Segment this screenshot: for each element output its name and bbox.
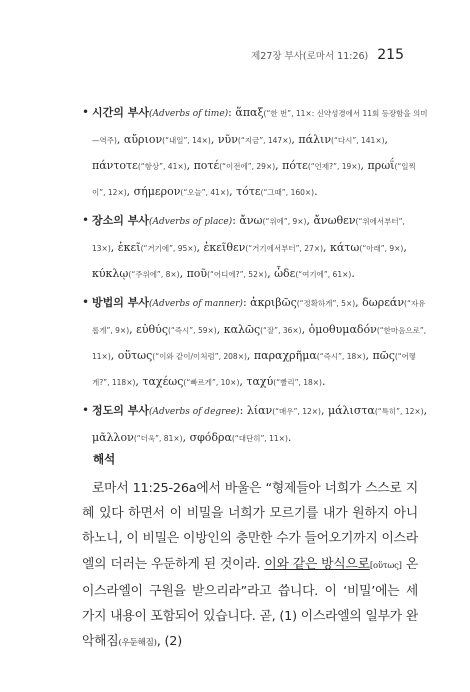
greek-adverb: πῶς (372, 349, 395, 362)
adverb-gloss: (“즉시”, 59×) (168, 326, 217, 335)
adverb-gloss: (“어디에?”, 52×) (207, 270, 268, 279)
category-term: 시간의 부사 (92, 106, 149, 119)
greek-adverb: ἄνω (239, 214, 263, 227)
greek-adverb: παραχρῆμα (253, 349, 317, 362)
category-term-english: (Adverbs of manner) (148, 299, 243, 309)
page-header (251, 47, 404, 63)
entry-separator: , (116, 133, 124, 146)
adverb-gloss: (“매우”, 12×) (272, 407, 321, 416)
greek-adverb: τότε (236, 185, 261, 198)
adverb-gloss: (“아래”, 9×) (359, 244, 404, 253)
greek-adverb: κάτω (330, 241, 360, 254)
entry-separator: , (384, 133, 389, 146)
greek-adverb: οὕτως (117, 349, 153, 362)
adverb-gloss: (“거기에”, 95×) (140, 244, 197, 253)
category-term-english: (Adverbs of degree) (148, 407, 240, 417)
inline-note: (우둔해짐) (118, 638, 157, 649)
bullet-icon: • (82, 105, 90, 119)
category-term-english: (Adverbs of place) (148, 217, 233, 227)
adverb-gloss: (“오늘”, 41×) (180, 188, 230, 197)
adverb-gloss: (“정확하게”, 5×) (296, 299, 356, 308)
entry-separator: , (301, 323, 309, 336)
adverb-gloss: (“거기에서부터”, 27×) (245, 244, 324, 253)
greek-adverb: σφόδρα (189, 431, 232, 444)
entry-separator: , (182, 431, 190, 444)
page-number: 215 (377, 47, 404, 63)
adverb-gloss: (“이와 같이/이처럼”, 208×) (152, 352, 247, 361)
adverb-category-item (82, 290, 428, 395)
greek-adverb: μάλιστα (327, 404, 375, 417)
adverb-gloss: (“잘”, 36×) (260, 326, 302, 335)
entry-separator: , (126, 185, 134, 198)
adverb-gloss: (“어떻게?”, 118×) (92, 352, 417, 387)
greek-adverb: σήμερον (133, 185, 181, 198)
adverb-gloss: (“다시”, 141×) (331, 136, 385, 145)
category-term: 장소의 부사 (92, 214, 149, 227)
greek-adverb: λίαν (246, 404, 273, 417)
category-colon: : (239, 404, 244, 417)
greek-adverb: ἀκριβῶς (250, 296, 297, 309)
entry-separator: , (267, 267, 275, 280)
category-colon: : (242, 296, 247, 309)
adverb-gloss: (“한마음으로”, 11×) (92, 326, 427, 361)
entry-separator: . (351, 267, 355, 280)
entry-separator: . (321, 375, 326, 388)
bullet-icon: • (82, 213, 90, 227)
adverb-gloss: (“지금”, 147×) (237, 136, 292, 145)
adverb-gloss: (“빨리”, 18×) (273, 378, 322, 387)
entry-separator: . (314, 185, 318, 198)
adverb-gloss: (“위에서부터”, 13×) (92, 217, 405, 253)
greek-adverb: ὧδε (274, 267, 296, 280)
greek-adverb: δωρεάν (362, 296, 405, 309)
greek-adverb: ποῦ (186, 267, 208, 280)
entry-separator: , (239, 375, 247, 388)
paragraph-text-2: 온 이스라엘이 구원을 받으리라”라고 씁니다. 이 ‘비밀’에는 세 가지 내용이 포함되어 있습니다. 곧, (1) 이스라엘의 일부가 완악해짐 (82, 556, 419, 650)
bullet-icon: • (82, 295, 90, 309)
entry-separator: , (423, 404, 428, 417)
adverb-gloss: (“더욱”, 81×) (133, 434, 183, 443)
entry-separator: , (355, 296, 363, 309)
adverb-gloss: (“빠르게”, 10×) (183, 378, 240, 387)
adverb-gloss: (“대단히”, 11×) (231, 434, 288, 443)
adverb-gloss: (“그때”, 160×) (260, 188, 315, 197)
greek-adverb: νῦν (217, 133, 238, 146)
adverb-category-item (82, 100, 428, 205)
greek-adverb: ἄνωθεν (313, 214, 356, 227)
adverb-category-item (82, 398, 428, 451)
category-colon: : (232, 214, 236, 227)
adverb-gloss: (“즉시”, 18×) (316, 352, 366, 361)
greek-adverb: πρωΐ (367, 159, 395, 172)
adverb-gloss: (“언제?”, 19×) (307, 162, 361, 171)
entry-separator: , (291, 133, 299, 146)
entry-separator: , (246, 349, 254, 362)
running-head: 제27장 부사(로마서 11:26) (251, 51, 369, 62)
entry-separator: , (275, 159, 283, 172)
entry-separator: , (129, 323, 137, 336)
greek-adverb: κύκλῳ (92, 267, 129, 280)
category-term: 정도의 부사 (92, 404, 149, 417)
greek-adverb: αὔριον (123, 133, 163, 146)
entry-separator: , (110, 241, 118, 254)
adverb-category-list (82, 100, 428, 454)
greek-adverb: ἐκεῖθεν (203, 241, 246, 254)
entry-separator: , (360, 159, 368, 172)
greek-adverb: ὁμοθυμαδόν (308, 323, 377, 336)
entry-separator: , (365, 349, 373, 362)
entry-separator: , (320, 404, 328, 417)
adverb-category-item (82, 208, 428, 287)
adverb-gloss: (“항상”, 41×) (137, 162, 187, 171)
entry-separator: , (110, 349, 118, 362)
category-colon: : (228, 106, 232, 119)
category-term: 방법의 부사 (92, 296, 149, 309)
greek-adverb: ταχύ (246, 375, 274, 388)
adverb-gloss: (“일찍이”, 12×) (92, 162, 416, 197)
entry-separator: , (186, 159, 194, 172)
entry-separator: , (323, 241, 331, 254)
paragraph-text-3: , (2) (156, 634, 183, 650)
greek-adverb: πάντοτε (92, 159, 138, 172)
entry-separator: . (287, 431, 292, 444)
entry-separator: , (196, 241, 204, 254)
entry-separator: , (306, 214, 314, 227)
entry-separator: , (135, 375, 143, 388)
greek-adverb: καλῶς (223, 323, 261, 336)
paragraph-text-1: 로마서 11:25-26a에서 바울은 “형제들아 너희가 스스로 지혜 있다 하면서 이 비밀을 너희가 모르기를 내가 원하지 아니하노니, 이 비밀은 이방인의 충만한 수가 들어오기까지 이스라엘의 더러는 우둔하게 된 것이라. (82, 481, 418, 572)
entry-separator: , (229, 185, 237, 198)
adverb-gloss: (“한 번”, 11×: 신약성경에서 11회 등장함을 의미—역주) (92, 109, 428, 145)
entry-separator: , (216, 323, 224, 336)
entry-separator: , (403, 241, 407, 254)
greek-adverb: ἐκεῖ (117, 241, 141, 254)
greek-adverb: μᾶλλον (92, 431, 134, 444)
adverb-gloss: (“특히”, 12×) (374, 407, 424, 416)
greek-adverb: πότε (282, 159, 308, 172)
greek-adverb: ποτέ (193, 159, 220, 172)
adverb-gloss: (“주위에”, 8×) (128, 270, 180, 279)
greek-adverb: ταχέως (142, 375, 184, 388)
adverb-gloss: (“자유롭게”, 9×) (92, 299, 426, 335)
greek-adverb: εὐθύς (136, 323, 168, 336)
bullet-icon: • (82, 403, 90, 417)
category-term-english: (Adverbs of time) (148, 109, 229, 119)
section-title: 해석 (93, 452, 116, 466)
greek-note: [οὕτως] (369, 560, 402, 571)
greek-adverb: ἅπαξ (235, 106, 264, 119)
entry-separator: , (210, 133, 218, 146)
greek-adverb: πάλιν (298, 133, 332, 146)
adverb-gloss: (“내일”, 14×) (162, 136, 211, 145)
entry-separator: , (179, 267, 187, 280)
adverb-gloss: (“위에”, 9×) (262, 217, 307, 226)
underlined-phrase: 이와 같은 방식으로 (264, 556, 370, 572)
adverb-gloss: (“이전에”, 29×) (219, 162, 276, 171)
body-paragraph (82, 476, 418, 656)
adverb-gloss: (“여기에”, 61×) (295, 270, 352, 279)
